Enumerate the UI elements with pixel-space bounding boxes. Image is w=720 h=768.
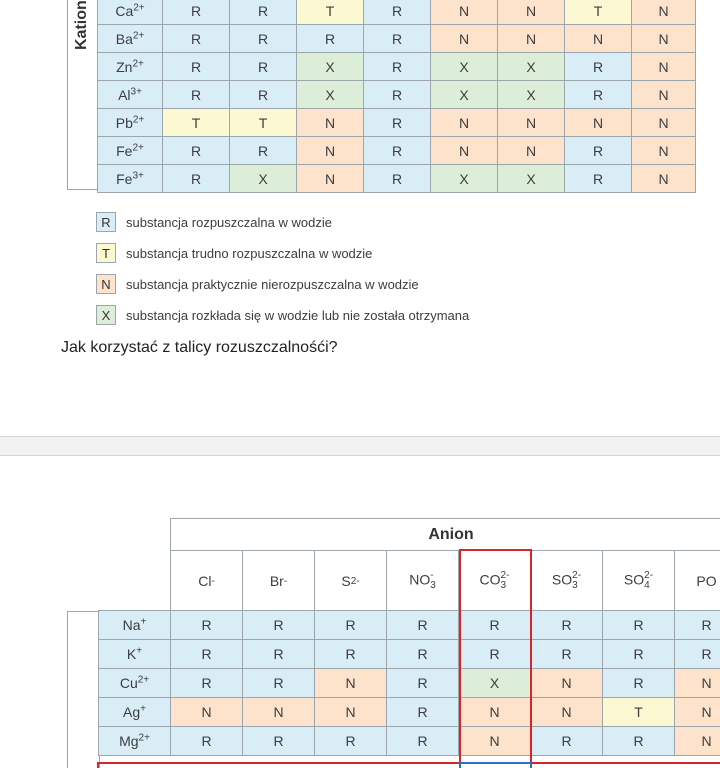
table-row [98,137,696,165]
solubility-cell: R [364,109,431,137]
solubility-cell: R [171,640,243,669]
cation-charge: 2+ [133,1,145,13]
cation-charge: + [140,703,146,715]
solubility-cell: N [565,109,632,137]
table-row [98,81,696,109]
table-row [98,0,696,25]
solubility-cell: R [565,53,632,81]
table-row [98,165,696,193]
solubility-cell: N [632,25,696,53]
solubility-cell: T [297,0,364,25]
solubility-cell: X [431,53,498,81]
solubility-cell: R [243,640,315,669]
solubility-cell: R [163,165,230,193]
solubility-cell: N [498,0,565,25]
solubility-cell: N [498,137,565,165]
solubility-cell: R [163,0,230,25]
solubility-cell: X [459,669,531,698]
anion-charge: 2- [500,569,510,581]
solubility-cell: R [230,81,297,109]
solubility-cell: R [565,165,632,193]
cation-symbol: Fe [116,142,133,159]
table-row [98,25,696,53]
solubility-cell: T [230,109,297,137]
solubility-cell: R [230,25,297,53]
table-row [99,640,720,669]
solubility-cell: X [297,81,364,109]
solubility-cell: R [364,165,431,193]
solubility-table-top [97,0,696,193]
anion-symbol: NO [409,571,431,588]
cation-charge: + [140,616,147,628]
solubility-cell: R [243,669,315,698]
solubility-cell: R [675,611,720,640]
solubility-cell: X [431,165,498,193]
solubility-cell: R [387,698,459,727]
solubility-cell: N [171,698,243,727]
anion-cell [531,551,603,611]
cation-cell [98,81,163,109]
legend-swatch-n: N [96,274,116,294]
solubility-cell: R [531,727,603,756]
cation-charge: 2+ [132,113,145,125]
solubility-cell: T [565,0,632,25]
cation-symbol: Na [122,617,141,633]
cation-charge: 2+ [132,141,144,153]
cation-charge: 2+ [138,732,150,744]
cation-symbol: Cu [119,675,138,691]
solubility-cell: R [459,640,531,669]
anion-header: Anion [170,518,720,551]
anion-row [99,551,720,611]
solubility-cell: R [531,640,603,669]
table-row [99,669,720,698]
table-row [99,698,720,727]
anion-subscript: 3 [500,579,507,591]
solubility-cell: R [675,640,720,669]
solubility-cell: R [171,727,243,756]
legend-swatch-r: R [96,212,116,232]
solubility-cell: N [531,698,603,727]
legend-text-x: substancja rozkłada się w wodzie lub nie została otrzymana [126,307,470,323]
solubility-cell: N [632,53,696,81]
solubility-cell: N [498,25,565,53]
anion-symbol: SO [623,571,645,588]
solubility-cell: R [243,611,315,640]
anion-symbol: Cl [198,572,212,589]
highlight-row [97,762,720,768]
anion-symbol: Br [269,572,284,589]
legend-row-t [96,241,372,265]
cation-cell [99,669,171,698]
anion-cell [315,551,387,611]
solubility-cell: N [459,727,531,756]
solubility-cell: N [297,165,364,193]
solubility-cell: N [315,698,387,727]
anion-charge: - [283,575,288,587]
solubility-cell: N [565,25,632,53]
solubility-cell: R [387,640,459,669]
anion-charge: - [211,575,215,587]
solubility-cell: R [364,25,431,53]
cation-charge: 2+ [132,29,145,41]
cation-cell [99,640,171,669]
cation-symbol: Ca [115,2,134,19]
solubility-cell: N [632,0,696,25]
solubility-cell: X [498,165,565,193]
table-row [99,727,720,756]
legend-row-r [96,210,332,234]
solubility-cell: N [531,669,603,698]
solubility-cell: T [603,698,675,727]
anion-cell [603,551,675,611]
solubility-cell: R [163,53,230,81]
anion-subscript: 3 [572,579,578,591]
cation-cell [98,25,163,53]
solubility-cell: R [297,25,364,53]
solubility-cell: X [498,81,565,109]
solubility-table-bottom [98,550,720,756]
kation-label: Kation [73,0,90,50]
legend-swatch-t: T [96,243,116,263]
solubility-cell: R [163,25,230,53]
anion-cell [243,551,315,611]
anion-symbol: SO [551,571,573,588]
legend-text-t: substancja trudno rozpuszczalna w wodzie [126,245,373,261]
anion-charge: - [430,569,434,581]
solubility-cell: N [675,698,720,727]
anion-subscript: 4 [644,579,650,591]
cation-cell [98,137,163,165]
solubility-cell: X [230,165,297,193]
solubility-cell: R [230,137,297,165]
table-row [98,109,696,137]
anion-charge: 2- [572,569,582,581]
cation-symbol: Ba [115,30,133,47]
cation-symbol: K [126,646,137,662]
solubility-cell: N [632,137,696,165]
cation-symbol: Ag [123,704,141,720]
legend-swatch-x: X [96,305,116,325]
anion-subscript: 3 [430,579,436,591]
solubility-cell: X [297,53,364,81]
solubility-cell: N [297,137,364,165]
solubility-cell: R [565,81,632,109]
anion-cell [459,551,531,611]
table-row [99,611,720,640]
solubility-cell: R [364,53,431,81]
solubility-cell: N [632,81,696,109]
solubility-cell: N [459,698,531,727]
cation-charge: 3+ [132,169,144,181]
solubility-cell: N [243,698,315,727]
solubility-cell: N [632,109,696,137]
solubility-cell: R [364,0,431,25]
solubility-cell: R [603,611,675,640]
solubility-cell: N [498,109,565,137]
solubility-cell: R [565,137,632,165]
cation-cell [98,0,163,25]
kation-sidebar-bottom [67,611,100,768]
cation-cell [99,727,171,756]
solubility-cell: R [387,727,459,756]
solubility-cell: N [431,137,498,165]
corner-cell [99,551,171,611]
anion-symbol: S [341,572,351,589]
solubility-cell: N [675,669,720,698]
anion-cell [675,551,720,611]
cation-cell [98,109,163,137]
solubility-cell: N [431,109,498,137]
document-page-bottom [0,456,720,768]
cation-symbol: Mg [119,733,139,749]
solubility-cell: R [315,611,387,640]
solubility-cell: N [675,727,720,756]
anion-charge: 2- [350,575,360,587]
solubility-cell: R [364,81,431,109]
solubility-cell: R [459,611,531,640]
solubility-cell: R [230,0,297,25]
cation-cell [99,611,171,640]
solubility-cell: X [431,81,498,109]
cation-charge: 2+ [137,674,150,686]
anion-cell [387,551,459,611]
solubility-cell: T [163,109,230,137]
cation-charge: 3+ [130,85,142,97]
solubility-cell: R [387,611,459,640]
table-row [98,53,696,81]
anion-cell [171,551,243,611]
legend-row-x [96,303,469,327]
cation-charge: 2+ [132,57,144,69]
solubility-cell: R [163,137,230,165]
highlight-cell [459,762,532,768]
cation-symbol: Zn [116,58,133,75]
solubility-cell: R [315,727,387,756]
solubility-cell: R [387,669,459,698]
anion-charge: 2- [644,569,654,581]
solubility-cell: R [603,640,675,669]
question-text: Jak korzystać z talicy rozuszczalnośći? [61,339,338,356]
legend-text-n: substancja praktycznie nierozpuszczalna w wodzie [126,276,419,292]
solubility-cell: R [163,81,230,109]
solubility-cell: R [315,640,387,669]
cation-charge: + [136,645,143,657]
solubility-cell: R [603,727,675,756]
legend-row-n [96,272,419,296]
solubility-cell: R [364,137,431,165]
anion-symbol: CO [479,571,501,588]
cation-symbol: Fe [116,170,133,187]
solubility-cell: R [230,53,297,81]
solubility-cell: R [243,727,315,756]
cation-cell [98,53,163,81]
anion-symbol: PO [696,572,717,589]
solubility-cell: R [171,669,243,698]
legend-text-r: substancja rozpuszczalna w wodzie [126,214,332,230]
solubility-cell: R [603,669,675,698]
solubility-cell: X [498,53,565,81]
solubility-cell: N [632,165,696,193]
solubility-cell: N [431,25,498,53]
cation-cell [99,698,171,727]
page-gap [0,436,720,456]
solubility-cell: N [297,109,364,137]
solubility-cell: N [315,669,387,698]
solubility-cell: R [171,611,243,640]
cation-symbol: Pb [115,114,133,131]
cation-symbol: Al [118,86,131,103]
solubility-cell: N [431,0,498,25]
solubility-cell: R [531,611,603,640]
cation-cell [98,165,163,193]
